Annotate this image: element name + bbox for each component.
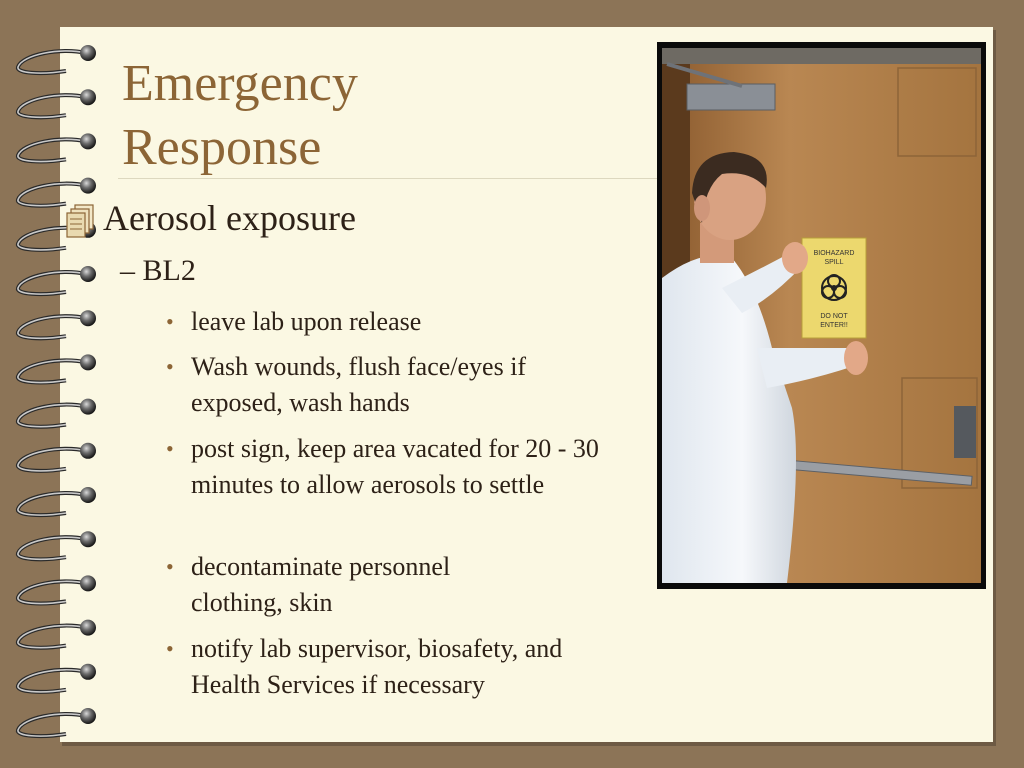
sub-bullet-4 (166, 549, 646, 621)
sub-bullet-1 (166, 304, 646, 340)
sub-bullet-2 (166, 349, 646, 421)
sub-bullet-text: post sign, keep area vacated for 20 - 30 minutes to allow aerosols to settle (191, 434, 599, 499)
sub-bullet-5 (166, 631, 646, 703)
binder-ring-icon (18, 531, 96, 559)
dash-marker: – (120, 254, 135, 287)
binder-ring-icon (18, 399, 96, 427)
bullet-dot: • (166, 436, 174, 461)
sub-bullet-text: Wash wounds, flush face/eyes if exposed, wash hands (191, 352, 527, 417)
bullet-level-2 (120, 254, 196, 288)
binder-ring-icon (18, 310, 96, 338)
bullet-dot: • (166, 636, 174, 661)
bullet-dot: • (166, 354, 174, 379)
binder-ring-icon (18, 89, 96, 117)
binder-ring-icon (18, 620, 96, 648)
sign-text-1: BIOHAZARD (813, 250, 855, 257)
sign-text-2: SPILL (824, 259, 844, 266)
slide-title (122, 52, 542, 180)
sign-text-3: DO NOT (820, 313, 848, 320)
binder-ring-icon (18, 266, 96, 294)
biohazard-sign-photo (662, 48, 981, 583)
sub-bullet-3 (166, 431, 646, 539)
binder-ring-icon (18, 443, 96, 471)
binder-ring-icon (18, 487, 96, 515)
bullet-level-2-text: BL2 (142, 254, 196, 287)
sub-bullet-text: leave lab upon release (191, 307, 422, 336)
sub-bullet-text: decontaminate personnel clothing, skin (191, 552, 451, 617)
binder-ring-icon (18, 354, 96, 382)
bullet-level-1: Aerosol exposure (103, 198, 356, 238)
binder-ring-icon (18, 575, 96, 603)
binder-ring-icon (18, 133, 96, 161)
notebook-bullet-icon (66, 203, 100, 239)
sign-text-4: ENTER!! (820, 322, 848, 329)
bullet-dot: • (166, 309, 174, 334)
title-line-2: Response (122, 119, 322, 176)
binder-rings (0, 0, 110, 768)
sub-bullet-text: notify lab supervisor, biosafety, and Health Services if necessary (191, 634, 563, 699)
binder-ring-icon (18, 664, 96, 692)
bullet-dot: • (166, 554, 174, 579)
title-line-1: Emergency (122, 55, 358, 112)
binder-ring-icon (18, 708, 96, 736)
binder-ring-icon (18, 45, 96, 73)
binder-ring-icon (18, 178, 96, 206)
